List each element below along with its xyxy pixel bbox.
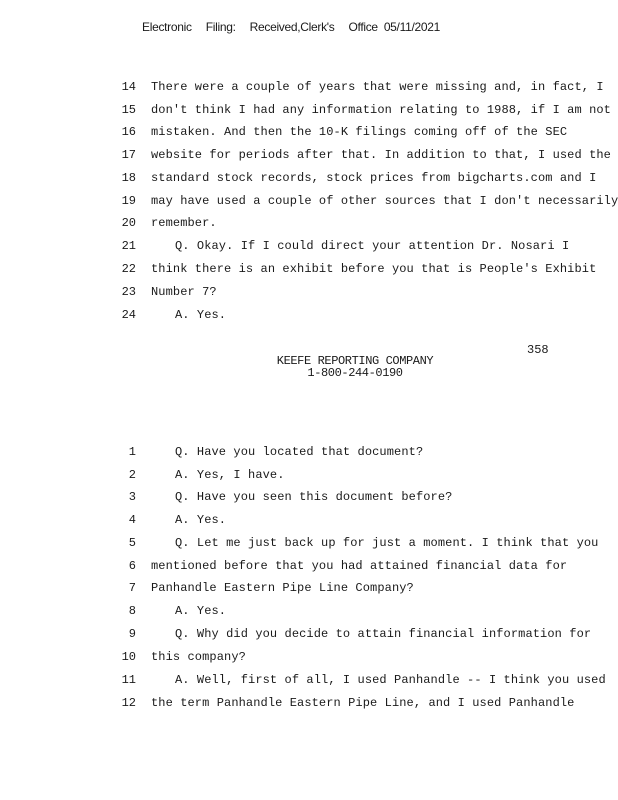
line-text: don't think I had any information relating to 1988, if I am not (151, 103, 611, 117)
line-number: 5 (128, 536, 136, 550)
transcript-line (0, 285, 618, 307)
line-number: 24 (121, 308, 136, 322)
transcript-line (0, 194, 618, 216)
line-number: 1 (128, 445, 136, 459)
line-number: 12 (121, 696, 136, 710)
line-number: 7 (128, 581, 136, 595)
transcript-line (0, 604, 618, 626)
line-number: 10 (121, 650, 136, 664)
line-text: mistaken. And then the 10-K filings coming off of the SEC (151, 125, 568, 139)
transcript-line (0, 513, 618, 535)
line-text: mentioned before that you had attained financial data for (151, 559, 568, 573)
line-number: 15 (121, 103, 136, 117)
transcript-line (0, 673, 618, 695)
transcript-line (0, 696, 618, 718)
transcript-line (0, 171, 618, 193)
transcript-line (0, 216, 618, 238)
footer-phone: 1-800-244-0190 (307, 366, 403, 380)
line-text: Q. Have you located that document? (175, 445, 424, 459)
line-text: think there is an exhibit before you that is People's Exhibit (151, 262, 597, 276)
reporter-footer (0, 355, 618, 379)
line-text: remember. (151, 216, 217, 230)
line-text: website for periods after that. In addition to that, I used the (151, 148, 611, 162)
line-number: 23 (121, 285, 136, 299)
line-text: A. Yes, I have. (175, 468, 285, 482)
line-number: 4 (128, 513, 136, 527)
transcript-line (0, 262, 618, 284)
line-number: 17 (121, 148, 136, 162)
line-text: Number 7? (151, 285, 217, 299)
transcript-line (0, 559, 618, 581)
line-number: 14 (121, 80, 136, 94)
transcript-line (0, 308, 618, 330)
line-number: 3 (128, 490, 136, 504)
page-number: 358 (527, 343, 549, 357)
filing-stamp-header (142, 20, 440, 34)
header-filing: Filing: (205, 20, 236, 34)
line-number: 21 (121, 239, 136, 253)
line-number: 8 (128, 604, 136, 618)
line-text: the term Panhandle Eastern Pipe Line, and I used Panhandle (151, 696, 575, 710)
transcript-line (0, 445, 618, 467)
line-text: A. Well, first of all, I used Panhandle -- I think you used (175, 673, 606, 687)
transcript-line (0, 239, 618, 261)
line-text: may have used a couple of other sources that I don't necessarily (151, 194, 618, 208)
line-text: this company? (151, 650, 246, 664)
transcript-line (0, 103, 618, 125)
line-text: A. Yes. (175, 308, 227, 322)
line-number: 11 (121, 673, 136, 687)
line-text: standard stock records, stock prices from bigcharts.com and I (151, 171, 597, 185)
transcript-line (0, 650, 618, 672)
line-number: 16 (121, 125, 136, 139)
line-text: Panhandle Eastern Pipe Line Company? (151, 581, 414, 595)
line-text: There were a couple of years that were missing and, in fact, I (151, 80, 604, 94)
line-number: 19 (121, 194, 136, 208)
footer-company: KEEFE REPORTING COMPANY (276, 354, 434, 368)
transcript-line (0, 468, 618, 490)
line-text: Q. Okay. If I could direct your attention Dr. Nosari I (175, 239, 570, 253)
line-number: 22 (121, 262, 136, 276)
header-date: 05/11/2021 (383, 20, 440, 34)
transcript-line (0, 80, 618, 102)
line-text: Q. Have you seen this document before? (175, 490, 453, 504)
line-text: Q. Why did you decide to attain financial information for (175, 627, 592, 641)
transcript-line (0, 536, 618, 558)
line-text: Q. Let me just back up for just a moment. I think that you (175, 536, 599, 550)
line-text: A. Yes. (175, 604, 227, 618)
transcript-line (0, 148, 618, 170)
line-number: 2 (128, 468, 136, 482)
line-text: A. Yes. (175, 513, 227, 527)
transcript-line (0, 627, 618, 649)
line-number: 6 (128, 559, 136, 573)
header-electronic: Electronic (142, 20, 192, 34)
line-number: 20 (121, 216, 136, 230)
transcript-line (0, 490, 618, 512)
header-office: Office (348, 20, 378, 34)
transcript-line (0, 581, 618, 603)
line-number: 18 (121, 171, 136, 185)
header-received: Received,Clerk's (249, 20, 335, 34)
transcript-line (0, 125, 618, 147)
line-number: 9 (128, 627, 136, 641)
